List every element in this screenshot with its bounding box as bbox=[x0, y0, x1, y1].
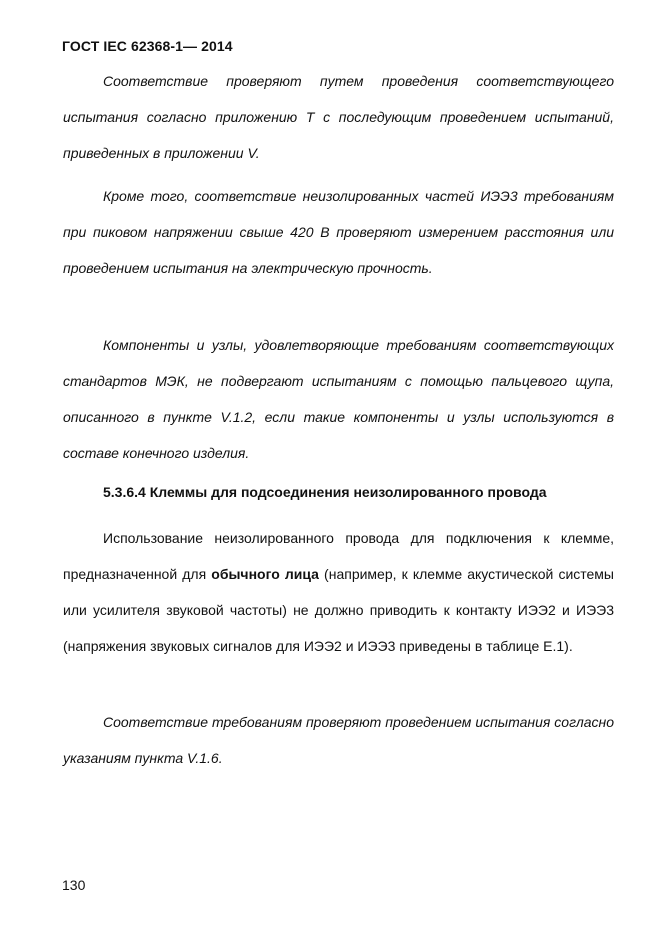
page-number: 130 bbox=[62, 877, 86, 893]
paragraph-components-iec-standards: Компоненты и узлы, удовлетворяющие требованиям соответствующих стандартов МЭК, не подвергают испытаниям с помощью пальцевого щупа, описанного в пункте V.1.2, если такие компоненты и узлы используются в составе конечного изделия. bbox=[63, 337, 614, 461]
paragraph-compliance-v16: Соответствие требованиям проверяют проведением испытания согласно указаниям пункта V.1.6. bbox=[63, 714, 614, 766]
paragraph-uninsulated-wire bbox=[63, 520, 614, 664]
paragraph-compliance-annex-t: Соответствие проверяют путем проведения соответствующего испытания согласно приложению Т с последующим проведением испытаний, приведенных в приложении V. bbox=[63, 73, 614, 161]
term-ordinary-person: обычного лица bbox=[211, 566, 319, 582]
paragraph-text-end: (например, к клемме акустической системы или усилителя звуковой частоты) не должно приводить к контакту ИЭЭ2 и ИЭЭ3 (напряжения звуковых сигналов для ИЭЭ2 и ИЭЭ3 приведены в таблице Е.1). bbox=[63, 566, 614, 654]
section-heading: 5.3.6.4 Клеммы для подсоединения неизолированного провода bbox=[103, 484, 547, 500]
paragraph-compliance-peak-voltage: Кроме того, соответствие неизолированных частей ИЭЭ3 требованиям при пиковом напряжении свыше 420 В проверяют измерением расстояния или проведением испытания на электрическую прочность. bbox=[63, 188, 614, 276]
paragraph-text-start: Использование неизолированного провода для подключения к клемме, предназначенной для bbox=[63, 530, 614, 582]
document-header: ГОСТ IEC 62368-1— 2014 bbox=[62, 38, 233, 54]
